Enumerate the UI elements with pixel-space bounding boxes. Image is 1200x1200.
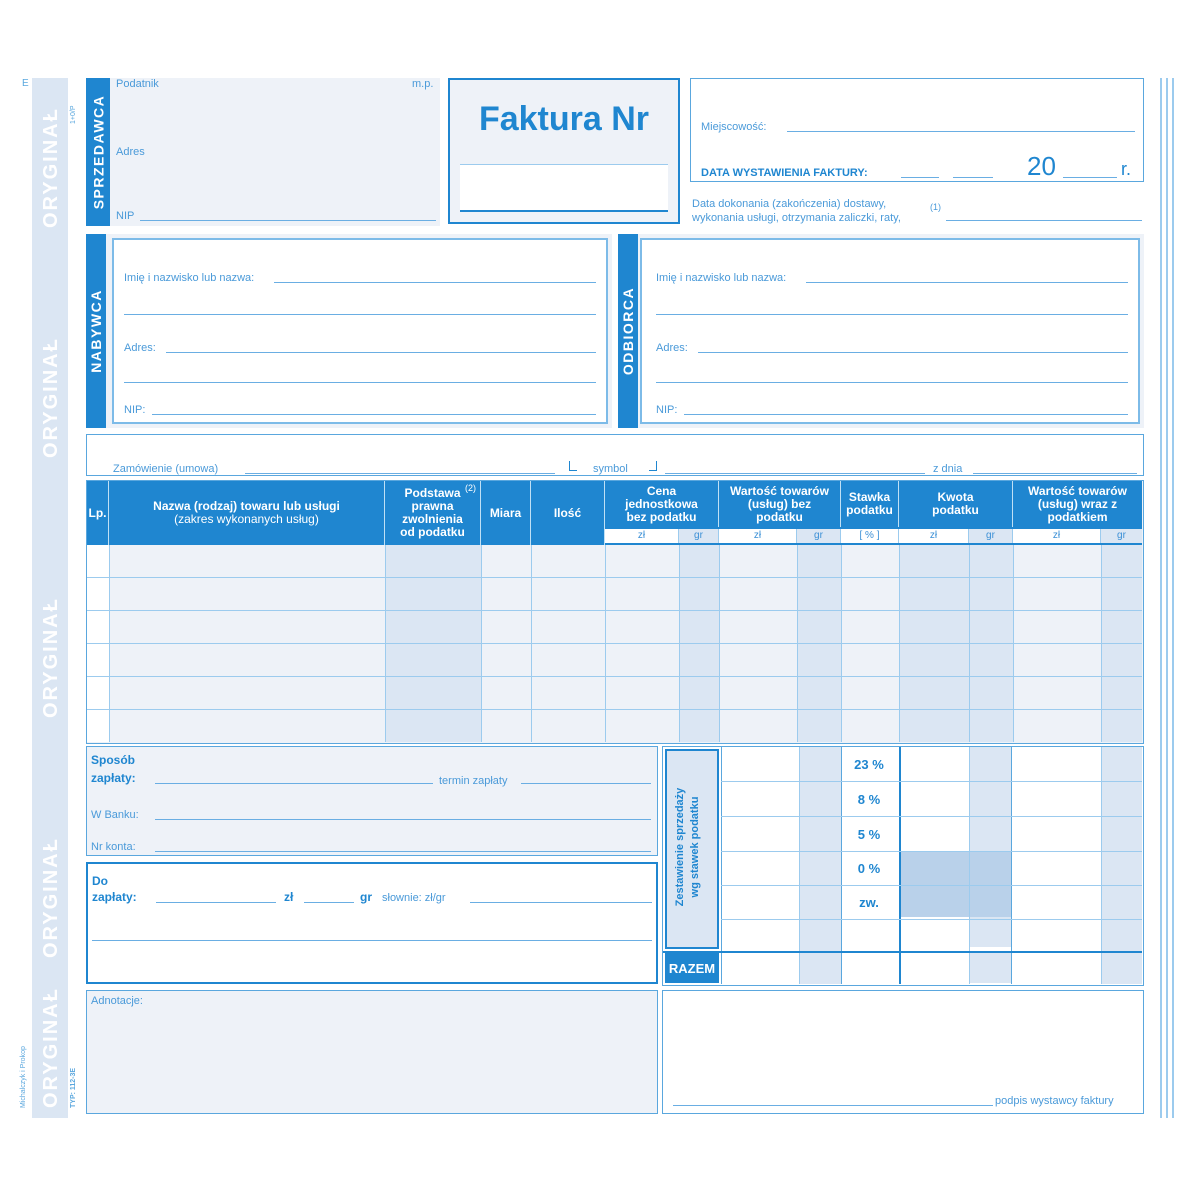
payment-box [86, 746, 658, 856]
publisher: Michalczyk i Prokop [20, 1046, 27, 1108]
symbol-label: symbol [593, 463, 628, 475]
recipient-nip-label: NIP: [656, 404, 678, 416]
summary-rate-8: 8 % [857, 792, 881, 807]
payment-method-line[interactable] [155, 783, 433, 784]
table-row[interactable] [87, 643, 1142, 644]
summary-row-line [721, 816, 1142, 817]
to-pay-zl-line[interactable] [156, 902, 276, 903]
bank-line[interactable] [155, 819, 651, 820]
summary-col-line [1011, 747, 1012, 984]
summary-vat-gr-shade [969, 747, 1011, 947]
summary-row-line [721, 919, 1142, 920]
recipient-address-label: Adres: [656, 342, 688, 354]
watermark-text-4: ORYGINAŁ [40, 837, 62, 958]
summary-col-line [799, 747, 800, 984]
year-suffix: r. [1121, 159, 1132, 179]
seller-nip-label: NIP [116, 210, 135, 222]
header-name-main: Nazwa (rodzaj) towaru lub usługi [153, 499, 340, 513]
sub-price-zl: zł [605, 529, 679, 543]
watermark-text-2: ORYGINAŁ [40, 337, 62, 458]
recipient-address-line-2[interactable] [656, 382, 1128, 383]
recipient-section-label: ODBIORCA [618, 234, 638, 428]
summary-zero-shade [901, 851, 1011, 917]
summary-total-label: RAZEM [665, 953, 719, 983]
items-subheader [87, 529, 1142, 543]
order-row [86, 434, 1144, 476]
table-row[interactable] [87, 610, 1142, 611]
to-pay-gr-line[interactable] [304, 902, 354, 903]
signature-label: podpis wystawcy faktury [995, 1095, 1114, 1107]
items-table [86, 480, 1144, 744]
header-basis-note: (2) [465, 483, 476, 493]
watermark-text-1: ORYGINAŁ [40, 107, 62, 228]
place-date-box [690, 78, 1144, 182]
summary-side-label-2: wg stawek podatku [689, 796, 701, 898]
issue-date-month[interactable] [953, 177, 993, 178]
sub-gross-gr: gr [1101, 529, 1142, 543]
summary-net-gr-shade [799, 747, 841, 984]
stamp-label: m.p. [412, 78, 434, 90]
header-net-value: Wartość towarów (usług) bez podatku [719, 481, 841, 527]
summary-row-line [721, 851, 1142, 852]
small-code: 1+0/P [70, 105, 77, 124]
to-pay-zl: zł [284, 890, 294, 904]
seller-nip-line[interactable] [140, 220, 436, 221]
summary-rate-zw: zw. [859, 895, 879, 910]
summary-col-line [1101, 747, 1102, 984]
symbol-bracket-left [569, 461, 577, 471]
account-label: Nr konta: [91, 841, 136, 853]
summary-col-line [969, 747, 970, 984]
header-unit-price: Cena jednostkowa bez podatku [605, 481, 719, 527]
issue-date-year[interactable] [1063, 177, 1117, 178]
table-row[interactable] [87, 577, 1142, 578]
bank-label: W Banku: [91, 809, 139, 821]
buyer-nip-label: NIP: [124, 404, 146, 416]
top-letter: E [22, 78, 29, 89]
typ-code: TYP: 112-3E [70, 1067, 77, 1108]
delivery-date-line[interactable] [946, 220, 1142, 221]
sub-rate-pct: [ % ] [841, 529, 899, 543]
sub-vat-gr: gr [969, 529, 1013, 543]
header-qty: Ilość [531, 481, 605, 545]
notes-box[interactable] [86, 990, 658, 1114]
order-line[interactable] [245, 473, 555, 474]
order-line-2[interactable] [665, 473, 925, 474]
buyer-name-line-2[interactable] [124, 314, 596, 315]
buyer-address-line-2[interactable] [124, 382, 596, 383]
summary-rate-0: 0 % [857, 861, 881, 876]
symbol-bracket-right [649, 461, 657, 471]
summary-col-line [899, 747, 901, 984]
recipient-name-label: Imię i nazwisko lub nazwa: [656, 272, 787, 284]
recipient-name-line-2[interactable] [656, 314, 1128, 315]
sub-price-gr: gr [679, 529, 719, 543]
recipient-inner-frame [640, 238, 1140, 424]
sub-net-zl: zł [719, 529, 797, 543]
edge-line [1160, 78, 1162, 1118]
recipient-nip-line[interactable] [684, 414, 1128, 415]
summary-row-line [721, 781, 1142, 782]
invoice-title: Faktura Nr [478, 100, 650, 138]
header-vat-rate: Stawka podatku [841, 481, 899, 527]
header-name-sub: (zakres wykonanych usług) [174, 512, 319, 526]
taxpayer-label: Podatnik [116, 78, 159, 90]
to-pay-label-2: zapłaty: [92, 890, 137, 904]
delivery-date-label-2: wykonania usługi, otrzymania zaliczki, raty, [692, 212, 901, 224]
notes-label: Adnotacje: [91, 995, 143, 1007]
to-pay-box [86, 862, 658, 984]
delivery-date-label-1: Data dokonania (zakończenia) dostawy, [692, 198, 887, 210]
buyer-box [86, 234, 612, 428]
header-gross-value: Wartość towarów (usług) wraz z podatkiem [1028, 483, 1127, 524]
watermark-text-5: ORYGINAŁ [40, 987, 62, 1108]
invoice-title-box [448, 78, 680, 224]
table-row[interactable] [87, 676, 1142, 677]
signature-box[interactable] [662, 990, 1144, 1114]
order-date-line[interactable] [973, 473, 1137, 474]
header-lp: Lp. [87, 481, 109, 545]
recipient-box [618, 234, 1144, 428]
words-line-2[interactable] [92, 940, 652, 941]
seller-section-label: SPRZEDAWCA [86, 78, 110, 226]
buyer-address-label: Adres: [124, 342, 156, 354]
seller-box [86, 78, 440, 226]
buyer-address-line[interactable] [166, 352, 596, 353]
buyer-nip-line[interactable] [152, 414, 596, 415]
order-date-label: z dnia [933, 463, 963, 475]
summary-gross-gr-shade [1101, 747, 1142, 984]
issue-date-label: DATA WYSTAWIENIA FAKTURY: [701, 167, 868, 179]
account-line[interactable] [155, 851, 651, 852]
signature-line [673, 1105, 993, 1106]
summary-side-label-1: Zestawienie sprzedaży [674, 787, 686, 907]
invoice-number-field[interactable] [460, 164, 668, 212]
footnote-1: (1) [930, 202, 941, 212]
words-label: słownie: zł/gr [382, 892, 446, 904]
payment-method-label-2: zapłaty: [91, 771, 136, 785]
due-date-label: termin zapłaty [439, 775, 508, 787]
summary-table [662, 746, 1144, 986]
buyer-name-label: Imię i nazwisko lub nazwa: [124, 272, 255, 284]
sub-gross-zl: zł [1013, 529, 1101, 543]
place-label: Miejscowość: [701, 121, 767, 133]
summary-row-line [721, 885, 1142, 886]
summary-col-line [721, 747, 722, 984]
order-label: Zamówienie (umowa) [113, 463, 219, 475]
sub-vat-zl: zł [899, 529, 969, 543]
right-edge-lines [1158, 78, 1178, 1118]
seller-address-label: Adres [116, 146, 145, 158]
watermark-text-3: ORYGINAŁ [40, 597, 62, 718]
summary-total-line [663, 951, 1142, 953]
summary-side-label-rot [673, 757, 703, 937]
left-strip [18, 78, 78, 1118]
header-unit: Miara [481, 481, 531, 545]
recipient-name-line[interactable] [806, 282, 1128, 283]
to-pay-gr: gr [360, 890, 372, 904]
edge-line [1172, 78, 1174, 1118]
summary-side-label [665, 749, 719, 949]
buyer-section-label: NABYWCA [86, 234, 106, 428]
summary-rate-23: 23 % [854, 757, 884, 772]
header-vat-amount: Kwota podatku [899, 481, 1013, 527]
buyer-inner-frame [112, 238, 608, 424]
due-date-line[interactable] [521, 783, 651, 784]
payment-method-label-1: Sposób [91, 753, 135, 767]
edge-line [1166, 78, 1168, 1118]
summary-rate-5: 5 % [857, 827, 881, 842]
header-basis-text: Podstawa prawna zwolnienia od podatku [400, 486, 465, 539]
place-line[interactable] [787, 131, 1135, 132]
issue-date-day[interactable] [901, 177, 939, 178]
table-row[interactable] [87, 709, 1142, 710]
recipient-address-line[interactable] [698, 352, 1128, 353]
buyer-name-line[interactable] [274, 282, 596, 283]
summary-total-vat-gr [969, 953, 1011, 983]
to-pay-label-1: Do [92, 874, 108, 888]
words-line[interactable] [470, 902, 652, 903]
year-prefix: 20 [1027, 151, 1056, 181]
sub-net-gr: gr [797, 529, 841, 543]
